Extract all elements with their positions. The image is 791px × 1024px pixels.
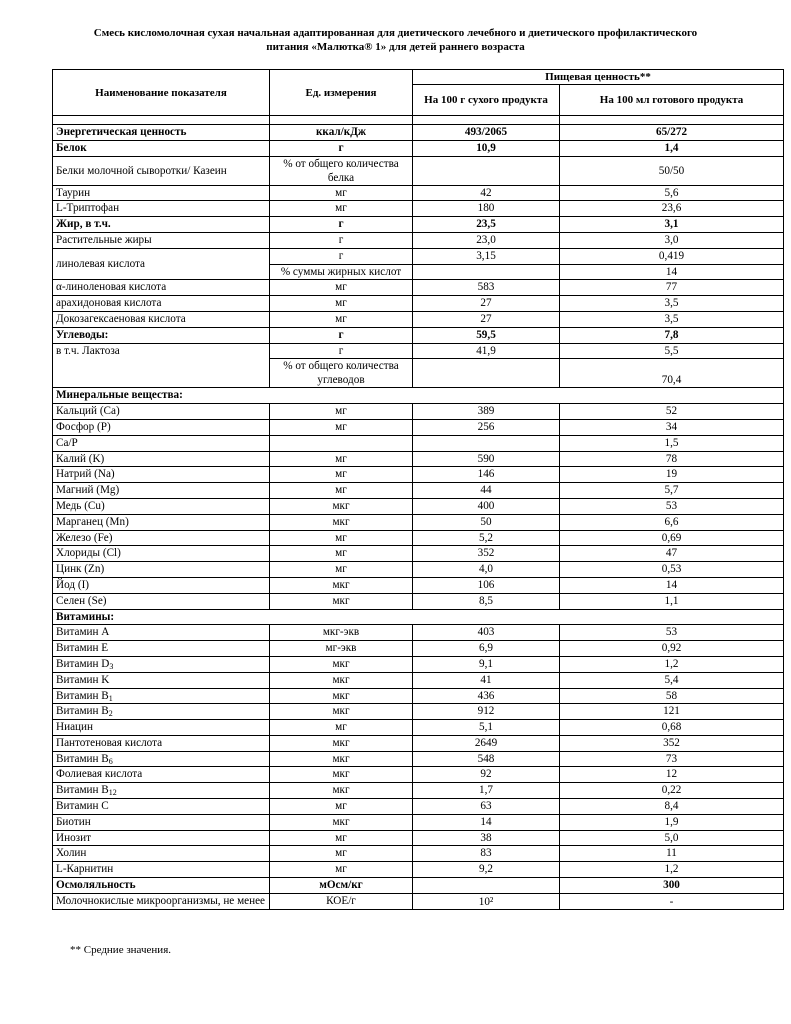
row-per-100g: 27 bbox=[413, 296, 560, 312]
row-name: L-Триптофан bbox=[53, 201, 270, 217]
row-unit: г bbox=[270, 327, 413, 343]
spacer-row bbox=[53, 116, 784, 125]
row-name: Инозит bbox=[53, 830, 270, 846]
row-per-100g: 9,2 bbox=[413, 862, 560, 878]
table-row bbox=[53, 562, 784, 578]
table-row bbox=[53, 419, 784, 435]
row-per-100ml: 1,4 bbox=[560, 140, 784, 156]
row-per-100ml: 50/50 bbox=[560, 156, 784, 185]
row-per-100ml: 352 bbox=[560, 735, 784, 751]
row-per-100g: 59,5 bbox=[413, 327, 560, 343]
footnote: ** Средние значения. bbox=[70, 944, 171, 956]
row-name: Ca/P bbox=[53, 435, 270, 451]
row-per-100g: 493/2065 bbox=[413, 125, 560, 141]
header-per-100g: На 100 г сухого продукта bbox=[413, 85, 560, 116]
row-per-100ml: 11 bbox=[560, 846, 784, 862]
table-row bbox=[53, 783, 784, 799]
table-row bbox=[53, 893, 784, 909]
row-unit: мг bbox=[270, 280, 413, 296]
row-unit bbox=[270, 435, 413, 451]
row-per-100g bbox=[413, 878, 560, 894]
table-row bbox=[53, 404, 784, 420]
row-unit: мкг bbox=[270, 688, 413, 704]
table-row bbox=[53, 830, 784, 846]
row-name: Магний (Mg) bbox=[53, 483, 270, 499]
table-row bbox=[53, 435, 784, 451]
row-per-100ml: 65/272 bbox=[560, 125, 784, 141]
row-per-100g: 180 bbox=[413, 201, 560, 217]
row-per-100g: 5,1 bbox=[413, 720, 560, 736]
row-per-100ml: 1,1 bbox=[560, 593, 784, 609]
row-name: Фосфор (P) bbox=[53, 419, 270, 435]
row-unit: г bbox=[270, 343, 413, 359]
row-name: Осмоляльность bbox=[53, 878, 270, 894]
row-per-100g: 41 bbox=[413, 672, 560, 688]
row-per-100ml: 6,6 bbox=[560, 514, 784, 530]
row-per-100ml: 53 bbox=[560, 498, 784, 514]
row-per-100ml: 1,9 bbox=[560, 814, 784, 830]
row-per-100ml: 0,92 bbox=[560, 641, 784, 657]
row-per-100ml: 8,4 bbox=[560, 799, 784, 815]
row-unit: мг bbox=[270, 201, 413, 217]
row-unit: мкг bbox=[270, 577, 413, 593]
table-row bbox=[53, 593, 784, 609]
row-per-100ml: 5,5 bbox=[560, 343, 784, 359]
row-per-100ml: 1,2 bbox=[560, 656, 784, 672]
row-name: Молочнокислые микроорганизмы, не менее bbox=[53, 893, 270, 909]
table-row bbox=[53, 720, 784, 736]
row-name: Марганец (Mn) bbox=[53, 514, 270, 530]
row-per-100g: 38 bbox=[413, 830, 560, 846]
row-per-100ml: 0,22 bbox=[560, 783, 784, 799]
table-row bbox=[53, 814, 784, 830]
header-name: Наименование показателя bbox=[53, 70, 270, 116]
row-per-100g: 6,9 bbox=[413, 641, 560, 657]
row-unit: мг bbox=[270, 185, 413, 201]
table-row bbox=[53, 296, 784, 312]
table-row bbox=[53, 625, 784, 641]
title-line-2: питания «Малютка® 1» для детей раннего возраста bbox=[266, 41, 525, 53]
row-per-100g bbox=[413, 435, 560, 451]
section-title: Витамины: bbox=[53, 609, 784, 625]
row-name: Растительные жиры bbox=[53, 232, 270, 248]
row-name: Селен (Se) bbox=[53, 593, 270, 609]
row-unit: мкг-экв bbox=[270, 625, 413, 641]
row-unit: г bbox=[270, 248, 413, 264]
row-per-100g: 23,0 bbox=[413, 232, 560, 248]
row-per-100ml: 19 bbox=[560, 467, 784, 483]
row-per-100g: 3,15 bbox=[413, 248, 560, 264]
row-per-100ml: 5,4 bbox=[560, 672, 784, 688]
section-row-vitamins bbox=[53, 609, 784, 625]
row-name: Витамин E bbox=[53, 641, 270, 657]
row-per-100ml: 3,1 bbox=[560, 217, 784, 233]
row-per-100ml: - bbox=[560, 893, 784, 909]
table-row bbox=[53, 799, 784, 815]
table-row bbox=[53, 483, 784, 499]
row-name: Железо (Fe) bbox=[53, 530, 270, 546]
table-row bbox=[53, 185, 784, 201]
document-title bbox=[20, 26, 771, 54]
row-per-100g: 50 bbox=[413, 514, 560, 530]
table-row bbox=[53, 751, 784, 767]
row-name: Таурин bbox=[53, 185, 270, 201]
row-name: Витамин $B_{12}$ bbox=[53, 783, 270, 799]
table-row bbox=[53, 546, 784, 562]
row-per-100ml: 23,6 bbox=[560, 201, 784, 217]
row-per-100g: 583 bbox=[413, 280, 560, 296]
row-per-100g: 10² bbox=[413, 893, 560, 909]
title-line-1: Смесь кисломолочная сухая начальная адаптированная для диетического лечебного и диетического профилактического bbox=[93, 27, 698, 39]
row-per-100ml: 0,68 bbox=[560, 720, 784, 736]
row-per-100ml: 5,6 bbox=[560, 185, 784, 201]
row-per-100ml: 300 bbox=[560, 878, 784, 894]
table-row bbox=[53, 498, 784, 514]
row-per-100ml: 14 bbox=[560, 264, 784, 280]
row-unit: мг bbox=[270, 720, 413, 736]
table-row bbox=[53, 530, 784, 546]
row-name: Углеводы: bbox=[53, 327, 270, 343]
row-per-100ml: 1,2 bbox=[560, 862, 784, 878]
row-name: Витамин $D_3$ bbox=[53, 656, 270, 672]
row-unit: мг bbox=[270, 846, 413, 862]
row-unit: мг bbox=[270, 483, 413, 499]
table-row bbox=[53, 672, 784, 688]
row-unit: мг bbox=[270, 830, 413, 846]
row-per-100g: 146 bbox=[413, 467, 560, 483]
row-per-100g: 403 bbox=[413, 625, 560, 641]
row-per-100ml: 70,4 bbox=[560, 359, 784, 388]
row-unit: мг bbox=[270, 467, 413, 483]
row-unit: мг bbox=[270, 296, 413, 312]
nutrition-table bbox=[52, 69, 784, 910]
row-per-100ml: 5,7 bbox=[560, 483, 784, 499]
row-name: Энергетическая ценность bbox=[53, 125, 270, 141]
row-unit: мкг bbox=[270, 751, 413, 767]
row-unit: мг bbox=[270, 530, 413, 546]
table-row bbox=[53, 232, 784, 248]
row-name: Витамин A bbox=[53, 625, 270, 641]
table-row bbox=[53, 688, 784, 704]
row-per-100g: 41,9 bbox=[413, 343, 560, 359]
header-nutritional-value: Пищевая ценность** bbox=[413, 70, 784, 85]
row-unit: мг bbox=[270, 546, 413, 562]
row-name: Хлориды (Cl) bbox=[53, 546, 270, 562]
row-per-100g: 14 bbox=[413, 814, 560, 830]
row-per-100ml: 3,5 bbox=[560, 311, 784, 327]
row-per-100g: 548 bbox=[413, 751, 560, 767]
row-unit: г bbox=[270, 217, 413, 233]
row-unit: мг-экв bbox=[270, 641, 413, 657]
row-name: α-линоленовая кислота bbox=[53, 280, 270, 296]
row-per-100g bbox=[413, 264, 560, 280]
row-name: Белки молочной сыворотки/ Казеин bbox=[53, 156, 270, 185]
row-unit: мОсм/кг bbox=[270, 878, 413, 894]
table-row bbox=[53, 846, 784, 862]
row-per-100g: 256 bbox=[413, 419, 560, 435]
row-per-100g: 590 bbox=[413, 451, 560, 467]
row-name: Кальций (Ca) bbox=[53, 404, 270, 420]
row-per-100g: 83 bbox=[413, 846, 560, 862]
table-row bbox=[53, 248, 784, 264]
row-unit: мкг bbox=[270, 656, 413, 672]
table-row bbox=[53, 735, 784, 751]
row-per-100ml: 73 bbox=[560, 751, 784, 767]
row-per-100ml: 3,5 bbox=[560, 296, 784, 312]
table-row bbox=[53, 767, 784, 783]
row-per-100g: 92 bbox=[413, 767, 560, 783]
row-unit: мкг bbox=[270, 672, 413, 688]
row-per-100g: 1,7 bbox=[413, 783, 560, 799]
row-name: Медь (Cu) bbox=[53, 498, 270, 514]
table-row bbox=[53, 201, 784, 217]
row-per-100g: 27 bbox=[413, 311, 560, 327]
table-row bbox=[53, 514, 784, 530]
row-name: L-Карнитин bbox=[53, 862, 270, 878]
row-name: Биотин bbox=[53, 814, 270, 830]
table-row bbox=[53, 878, 784, 894]
row-per-100ml: 14 bbox=[560, 577, 784, 593]
row-per-100g bbox=[413, 156, 560, 185]
row-per-100ml: 7,8 bbox=[560, 327, 784, 343]
row-unit: мг bbox=[270, 419, 413, 435]
table-row bbox=[53, 327, 784, 343]
row-unit: мкг bbox=[270, 767, 413, 783]
table-row bbox=[53, 656, 784, 672]
row-unit: мкг bbox=[270, 593, 413, 609]
row-per-100g: 8,5 bbox=[413, 593, 560, 609]
row-per-100g: 400 bbox=[413, 498, 560, 514]
row-per-100ml: 121 bbox=[560, 704, 784, 720]
table-row bbox=[53, 217, 784, 233]
row-per-100g: 9,1 bbox=[413, 656, 560, 672]
row-per-100g: 2649 bbox=[413, 735, 560, 751]
row-per-100ml: 12 bbox=[560, 767, 784, 783]
table-row bbox=[53, 311, 784, 327]
row-unit: % от общего количества углеводов bbox=[270, 359, 413, 388]
row-name: Витамин K bbox=[53, 672, 270, 688]
row-per-100ml: 52 bbox=[560, 404, 784, 420]
row-unit: ккал/кДж bbox=[270, 125, 413, 141]
table-row bbox=[53, 704, 784, 720]
row-per-100ml: 0,53 bbox=[560, 562, 784, 578]
row-per-100ml: 0,419 bbox=[560, 248, 784, 264]
table-row bbox=[53, 577, 784, 593]
header-per-100ml: На 100 мл готового продукта bbox=[560, 85, 784, 116]
table-row bbox=[53, 467, 784, 483]
row-unit: мг bbox=[270, 311, 413, 327]
row-unit: мкг bbox=[270, 814, 413, 830]
row-per-100ml: 58 bbox=[560, 688, 784, 704]
row-per-100g: 389 bbox=[413, 404, 560, 420]
row-per-100g: 23,5 bbox=[413, 217, 560, 233]
header-unit: Ед. измерения bbox=[270, 70, 413, 116]
row-name: Витамин $B_6$ bbox=[53, 751, 270, 767]
row-unit: г bbox=[270, 140, 413, 156]
row-name: Ниацин bbox=[53, 720, 270, 736]
row-per-100g: 63 bbox=[413, 799, 560, 815]
row-unit: мг bbox=[270, 404, 413, 420]
row-unit: мкг bbox=[270, 498, 413, 514]
table-row bbox=[53, 343, 784, 359]
row-unit: мг bbox=[270, 799, 413, 815]
row-name: Натрий (Na) bbox=[53, 467, 270, 483]
row-unit: мг bbox=[270, 562, 413, 578]
row-name: Витамин C bbox=[53, 799, 270, 815]
table-row bbox=[53, 140, 784, 156]
row-per-100ml: 5,0 bbox=[560, 830, 784, 846]
row-per-100ml: 1,5 bbox=[560, 435, 784, 451]
row-unit: мг bbox=[270, 862, 413, 878]
row-name: Цинк (Zn) bbox=[53, 562, 270, 578]
row-per-100g: 436 bbox=[413, 688, 560, 704]
row-name: Холин bbox=[53, 846, 270, 862]
section-row-minerals bbox=[53, 388, 784, 404]
table-row bbox=[53, 451, 784, 467]
section-title: Минеральные вещества: bbox=[53, 388, 784, 404]
row-per-100ml: 0,69 bbox=[560, 530, 784, 546]
row-name: Докозагексаеновая кислота bbox=[53, 311, 270, 327]
table-row bbox=[53, 125, 784, 141]
row-unit: мкг bbox=[270, 735, 413, 751]
row-name: линолевая кислота bbox=[53, 248, 270, 280]
row-per-100g: 912 bbox=[413, 704, 560, 720]
row-name: Витамин $B_2$ bbox=[53, 704, 270, 720]
row-per-100ml: 78 bbox=[560, 451, 784, 467]
row-per-100ml: 3,0 bbox=[560, 232, 784, 248]
table-row bbox=[53, 156, 784, 185]
row-per-100ml: 34 bbox=[560, 419, 784, 435]
row-name: Йод (I) bbox=[53, 577, 270, 593]
row-unit: КОЕ/г bbox=[270, 893, 413, 909]
row-unit: мкг bbox=[270, 514, 413, 530]
row-per-100g: 106 bbox=[413, 577, 560, 593]
row-name: в т.ч. Лактоза bbox=[53, 343, 270, 388]
row-per-100ml: 77 bbox=[560, 280, 784, 296]
row-unit: мг bbox=[270, 451, 413, 467]
row-per-100g: 42 bbox=[413, 185, 560, 201]
row-per-100g: 44 bbox=[413, 483, 560, 499]
row-per-100g bbox=[413, 359, 560, 388]
row-unit: мкг bbox=[270, 783, 413, 799]
row-name: арахидоновая кислота bbox=[53, 296, 270, 312]
row-per-100ml: 53 bbox=[560, 625, 784, 641]
row-name: Витамин $B_1$ bbox=[53, 688, 270, 704]
row-per-100g: 352 bbox=[413, 546, 560, 562]
row-name: Фолиевая кислота bbox=[53, 767, 270, 783]
row-unit: % от общего количества белка bbox=[270, 156, 413, 185]
row-name: Пантотеновая кислота bbox=[53, 735, 270, 751]
row-unit: мкг bbox=[270, 704, 413, 720]
table-row bbox=[53, 280, 784, 296]
row-unit: г bbox=[270, 232, 413, 248]
row-name: Жир, в т.ч. bbox=[53, 217, 270, 233]
row-per-100ml: 47 bbox=[560, 546, 784, 562]
row-per-100g: 5,2 bbox=[413, 530, 560, 546]
row-name: Калий (K) bbox=[53, 451, 270, 467]
row-per-100g: 4,0 bbox=[413, 562, 560, 578]
row-name: Белок bbox=[53, 140, 270, 156]
row-unit: % суммы жирных кислот bbox=[270, 264, 413, 280]
table-row bbox=[53, 641, 784, 657]
row-per-100g: 10,9 bbox=[413, 140, 560, 156]
table-row bbox=[53, 862, 784, 878]
